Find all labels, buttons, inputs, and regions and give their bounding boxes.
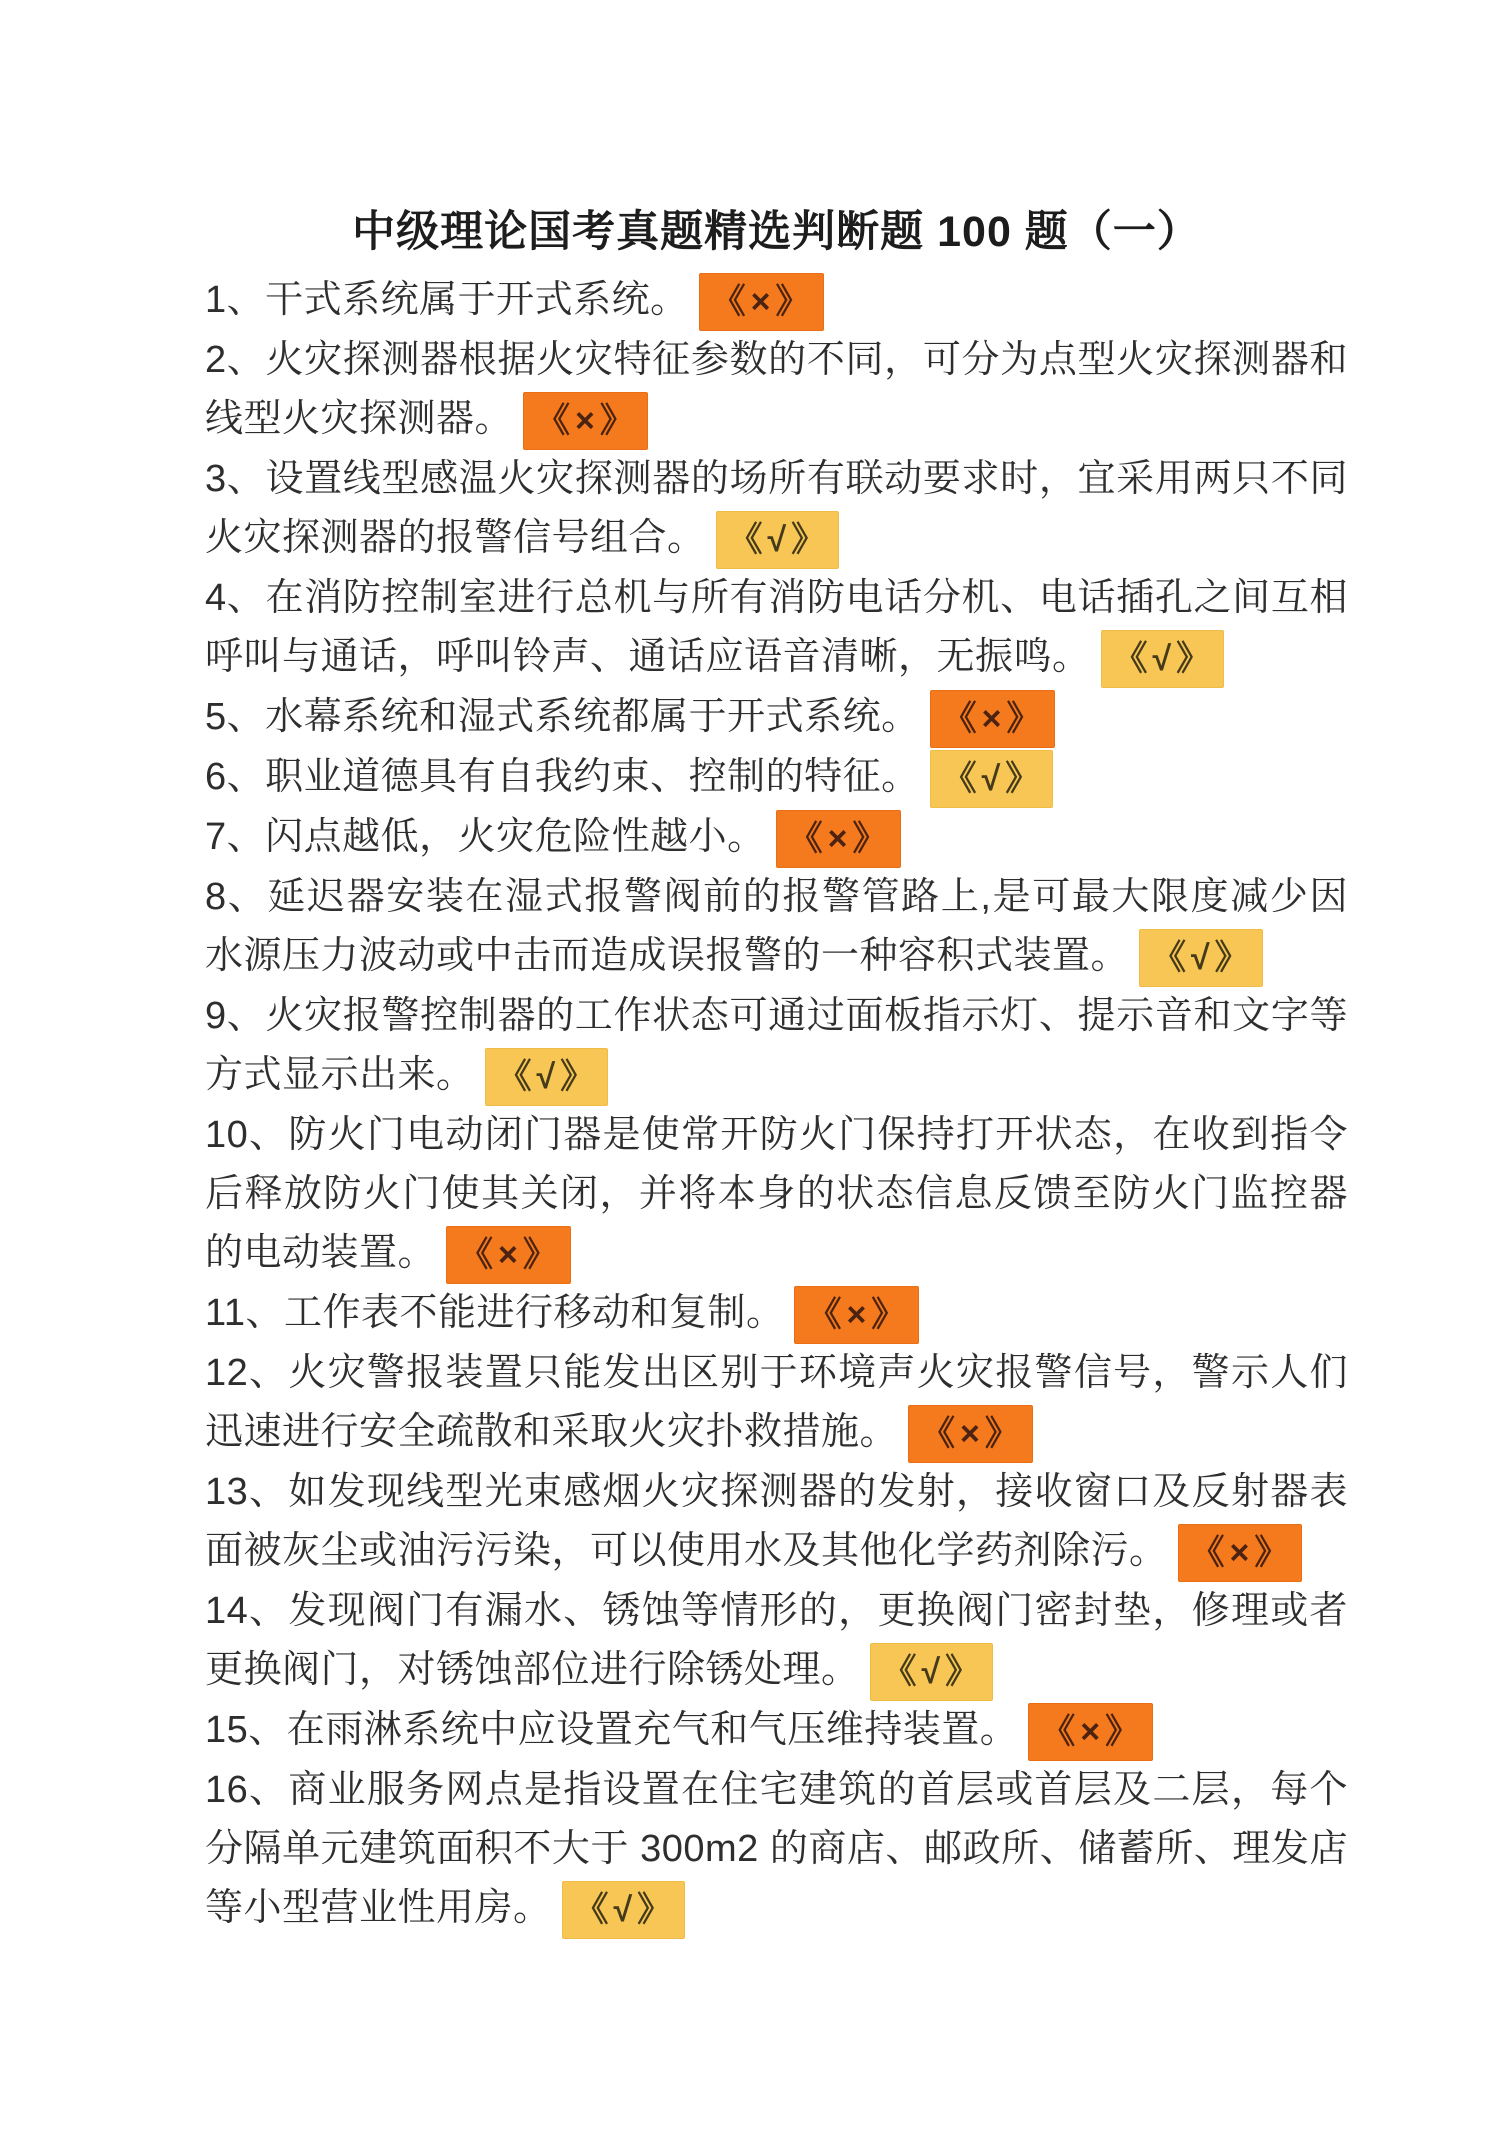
answer-badge: 《×》	[930, 690, 1055, 748]
answer-badge: 《√》	[1101, 630, 1225, 688]
question-text: 6、职业道德具有自我约束、控制的特征。	[205, 755, 920, 798]
question-text: 8、延迟器安装在湿式报警阀前的报警管路上,是可最大限度减少因水源压力波动或中击而造成误报警的一种容积式装置。	[205, 875, 1348, 977]
answer-badge: 《×》	[1028, 1703, 1153, 1761]
page-title: 中级理论国考真题精选判断题 100 题（一）	[352, 208, 1201, 256]
answer-badge: 《√》	[562, 1881, 686, 1939]
answer-badge: 《×》	[908, 1405, 1033, 1463]
answer-badge: 《×》	[699, 273, 824, 331]
answer-badge: 《×》	[794, 1286, 919, 1344]
answer-badge: 《√》	[870, 1643, 994, 1701]
question-item	[205, 1463, 1348, 1582]
question-text: 5、水幕系统和湿式系统都属于开式系统。	[205, 695, 920, 738]
answer-badge: 《√》	[930, 750, 1054, 808]
question-item	[205, 987, 1348, 1106]
question-text: 10、防火门电动闭门器是使常开防火门保持打开状态，在收到指令后释放防火门使其关闭，并将本身的状态信息反馈至防火门监控器的电动装置。	[205, 1113, 1348, 1274]
answer-badge: 《√》	[716, 511, 840, 569]
question-text: 7、闪点越低，火灾危险性越小。	[205, 815, 766, 858]
answer-badge: 《√》	[485, 1048, 609, 1106]
question-item	[205, 1701, 1348, 1761]
answer-badge: 《√》	[1139, 929, 1263, 987]
question-item	[205, 808, 1348, 868]
question-text: 9、火灾报警控制器的工作状态可通过面板指示灯、提示音和文字等方式显示出来。	[205, 994, 1348, 1096]
question-text: 16、商业服务网点是指设置在住宅建筑的首层或首层及二层，每个分隔单元建筑面积不大于 300m2 的商店、邮政所、储蓄所、理发店等小型营业性用房。	[205, 1768, 1348, 1929]
question-text: 3、设置线型感温火灾探测器的场所有联动要求时，宜采用两只不同火灾探测器的报警信号组合。	[205, 457, 1348, 559]
question-item	[205, 1344, 1348, 1463]
question-text: 13、如发现线型光束感烟火灾探测器的发射，接收窗口及反射器表面被灰尘或油污污染，可以使用水及其他化学药剂除污。	[205, 1470, 1348, 1572]
question-item	[205, 1284, 1348, 1344]
question-text: 1、干式系统属于开式系统。	[205, 279, 689, 321]
question-item	[205, 331, 1348, 450]
question-text: 12、火灾警报装置只能发出区别于环境声火灾报警信号，警示人们迅速进行安全疏散和采取火灾扑救措施。	[205, 1351, 1348, 1453]
question-text: 11、工作表不能进行移动和复制。	[205, 1291, 785, 1334]
question-text: 15、在雨淋系统中应设置充气和气压维持装置。	[205, 1708, 1019, 1751]
question-text: 14、发现阀门有漏水、锈蚀等情形的，更换阀门密封垫，修理或者更换阀门，对锈蚀部位进行除锈处理。	[205, 1589, 1348, 1691]
question-item	[205, 271, 1348, 331]
answer-badge: 《×》	[446, 1226, 571, 1284]
question-list	[205, 271, 1348, 1939]
question-item	[205, 1106, 1348, 1284]
question-text: 4、在消防控制室进行总机与所有消防电话分机、电话插孔之间互相呼叫与通话，呼叫铃声、通话应语音清晰，无振鸣。	[205, 576, 1348, 678]
answer-badge: 《×》	[776, 810, 901, 868]
question-item	[205, 569, 1348, 688]
question-item	[205, 450, 1348, 569]
answer-badge: 《×》	[523, 392, 648, 450]
question-item	[205, 1582, 1348, 1701]
question-item	[205, 688, 1348, 748]
question-item	[205, 868, 1348, 987]
answer-badge: 《×》	[1178, 1524, 1303, 1582]
question-text: 2、火灾探测器根据火灾特征参数的不同，可分为点型火灾探测器和线型火灾探测器。	[205, 338, 1348, 440]
question-item	[205, 748, 1348, 808]
question-item	[205, 1761, 1348, 1939]
